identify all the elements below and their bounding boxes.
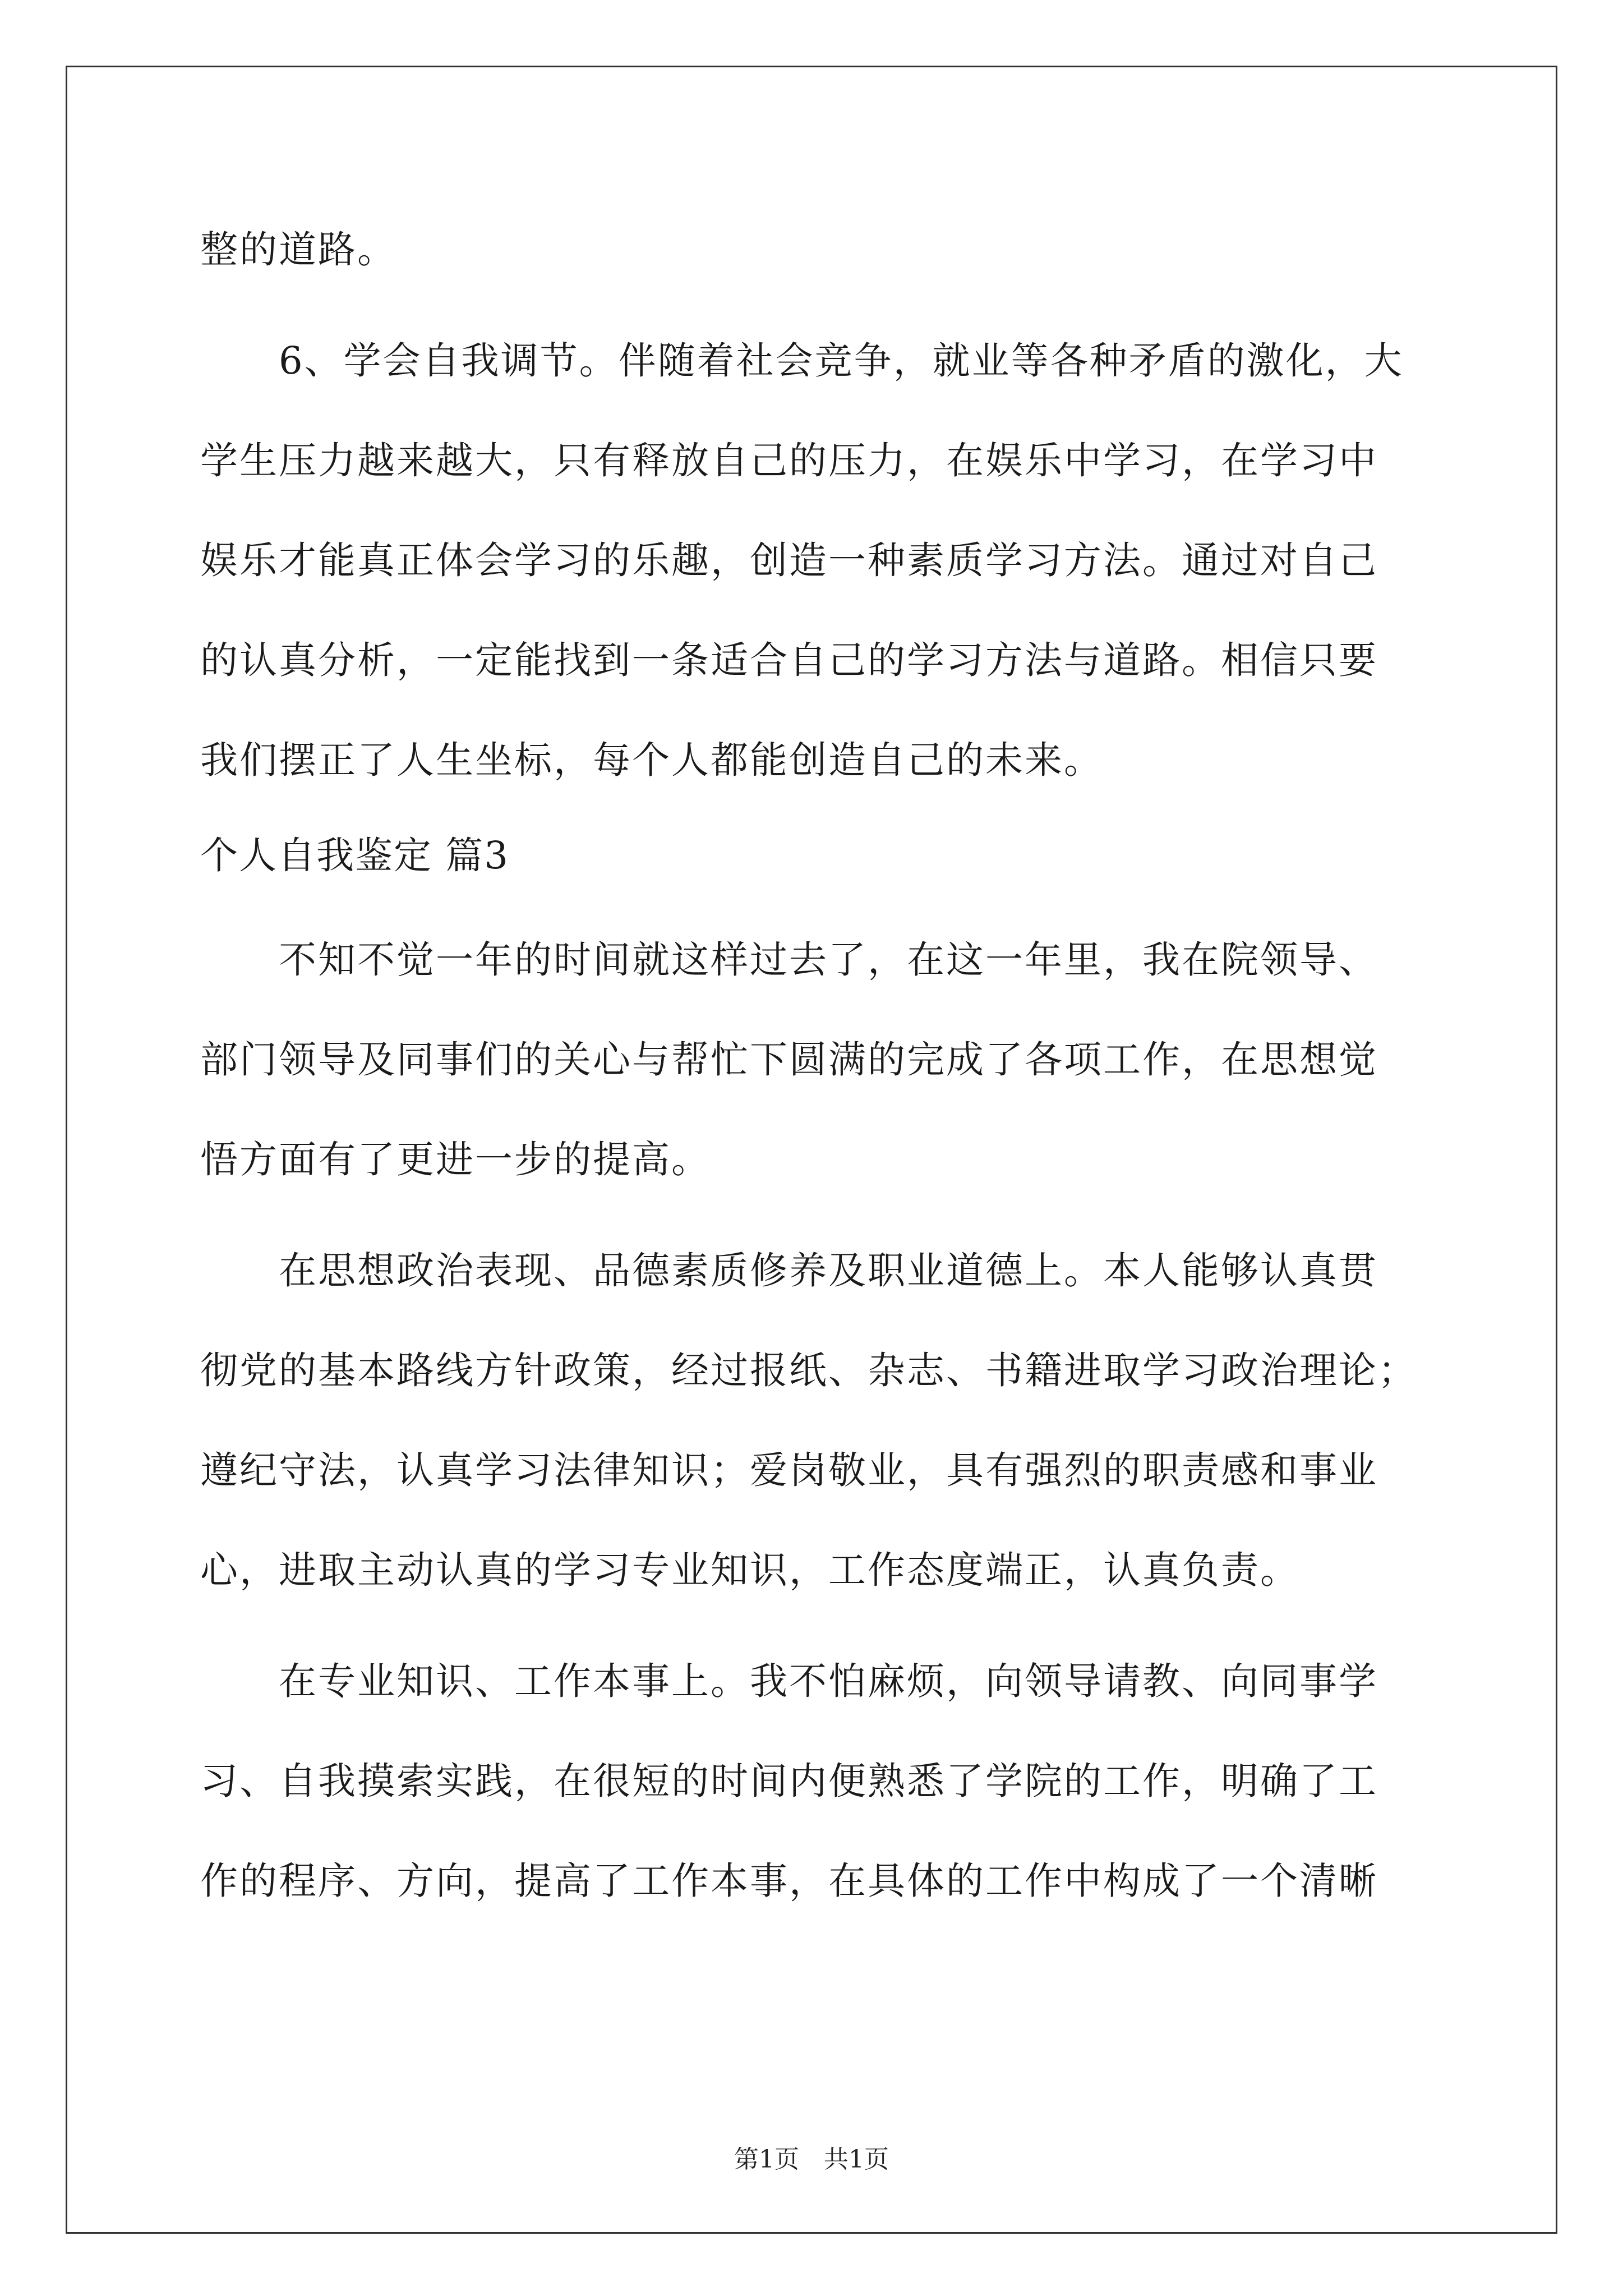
text-line: 的认真分析，一定能找到一条适合自己的学习方法与道路。相信只要 [200,638,1378,682]
paragraph-first-line: 不知不觉一年的时间就这样过去了，在这一年里，我在院领导、 [279,938,1378,982]
text-line: 悟方面有了更进一步的提高。 [200,1138,711,1181]
page-footer: 第1页 共1页 [734,2145,889,2174]
text-line: 遵纪守法，认真学习法律知识；爱岗敬业，具有强烈的职责感和事业 [200,1448,1378,1492]
text-line: 娱乐才能真正体会学习的乐趣，创造一种素质学习方法。通过对自己 [200,539,1378,582]
paragraph-first-line: 在专业知识、工作本事上。我不怕麻烦，向领导请教、向同事学 [279,1659,1378,1703]
text-line: 心，进取主动认真的学习专业知识，工作态度端正，认真负责。 [200,1548,1299,1592]
text-line: 习、自我摸索实践，在很短的时间内便熟悉了学院的工作，明确了工 [200,1759,1378,1803]
text-line: 学生压力越来越大，只有释放自己的压力，在娱乐中学习，在学习中 [200,439,1378,482]
text-line: 整的道路。 [200,228,396,272]
text-line: 部门领导及同事们的关心与帮忙下圆满的完成了各项工作，在思想觉 [200,1038,1378,1082]
section-heading: 个人自我鉴定 篇3 [200,834,509,877]
text-line: 我们摆正了人生坐标，每个人都能创造自己的未来。 [200,738,1103,782]
paragraph-first-line: 在思想政治表现、品德素质修养及职业道德上。本人能够认真贯 [279,1249,1378,1292]
paragraph-first-line: 6、学会自我调节。伴随着社会竞争，就业等各种矛盾的激化，大 [279,339,1404,383]
text-line: 彻党的基本路线方针政策，经过报纸、杂志、书籍进取学习政治理论； [200,1349,1417,1392]
text-line: 作的程序、方向，提高了工作本事，在具体的工作中构成了一个清晰 [200,1859,1378,1903]
